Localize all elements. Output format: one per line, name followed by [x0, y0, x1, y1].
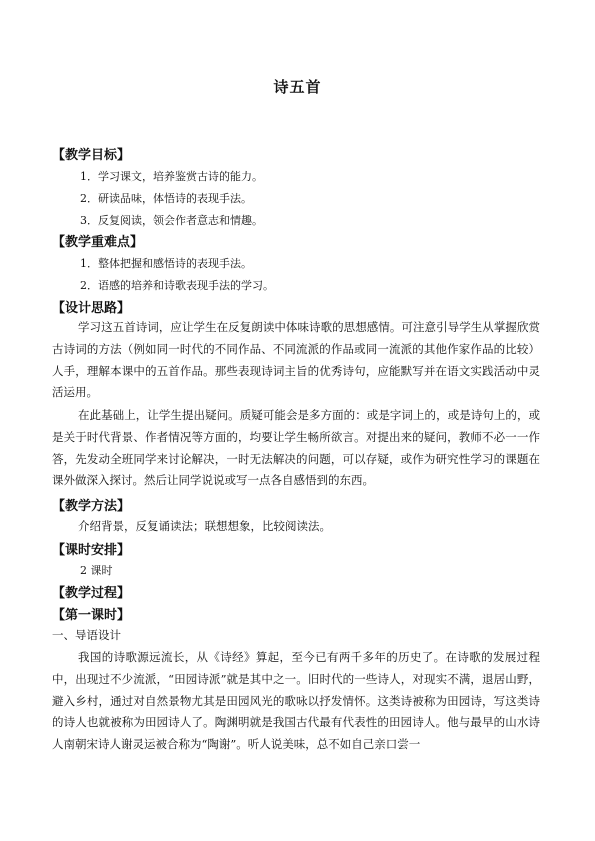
design-paragraph-2: 在此基础上，让学生提出疑问。质疑可能会是多方面的：或是字词上的，或是诗句上的，或是关于时代背景、作者情况等方面的，均要让学生畅所欲言。对提出来的疑问，教师不必一一作答，先发动全班同学来讨论解决，一时无法解决的问题，可以存疑，或作为研究性学习的课题在课外做深入探讨。然后让同学说说或写一点各自感悟到的东西。	[52, 408, 540, 488]
heading-design-ideas: 【设计思路】	[52, 301, 131, 316]
design-paragraph-1: 学习这五首诗词，应让学生在反复朗读中体味诗歌的思想感情。可注意引导学生从掌握欣赏古诗词的方法（例如同一时代的不同作品、不同流派的作品或同一流派的其他作家作品的比较）人手，理解本课中的五首作品。那些表现诗词主旨的优秀诗句，应能默写并在语文实践活动中灵活运用。	[52, 320, 540, 400]
heading-key-points: 【教学重难点】	[52, 235, 144, 250]
introduction-paragraph: 我国的诗歌源远流长，从《诗经》算起，至今已有两千多年的历史了。在诗歌的发展过程中，出现过不少流派，“田园诗派”就是其中之一。旧时代的一些诗人，对现实不满，退居山野，避入乡村，通过对自然景物尤其是田园风光的歌咏以抒发情怀。这类诗被称为田园诗，写这类诗的诗人也就被称为田园诗人了。陶渊明就是我国古代最有代表性的田园诗人。他与最早的山水诗人南朝宋诗人谢灵运被合称为“陶谢”。听人说美味，总不如自己亲口尝一	[52, 650, 540, 752]
goal-item-1: 1．学习课文，培养鉴赏古诗的能力。	[80, 170, 263, 183]
subheading-introduction: 一、导语设计	[52, 628, 121, 642]
schedule-text: 2 课时	[80, 564, 113, 577]
heading-schedule: 【课时安排】	[52, 543, 131, 558]
heading-teaching-methods: 【教学方法】	[52, 499, 131, 514]
key-point-item-2: 2．语感的培养和诗歌表现手法的学习。	[80, 279, 274, 292]
heading-lesson-1: 【第一课时】	[52, 608, 131, 623]
methods-text: 介绍背景，反复诵读法；联想想象，比较阅读法。	[78, 519, 331, 533]
heading-teaching-goals: 【教学目标】	[52, 148, 131, 163]
goal-item-3: 3．反复阅读，领会作者意志和情趣。	[80, 214, 263, 227]
goal-item-2: 2．研读品味，体悟诗的表现手法。	[80, 192, 252, 205]
page-title: 诗五首	[273, 78, 322, 96]
key-point-item-1: 1．整体把握和感悟诗的表现手法。	[80, 257, 252, 270]
heading-teaching-process: 【教学过程】	[52, 586, 131, 601]
